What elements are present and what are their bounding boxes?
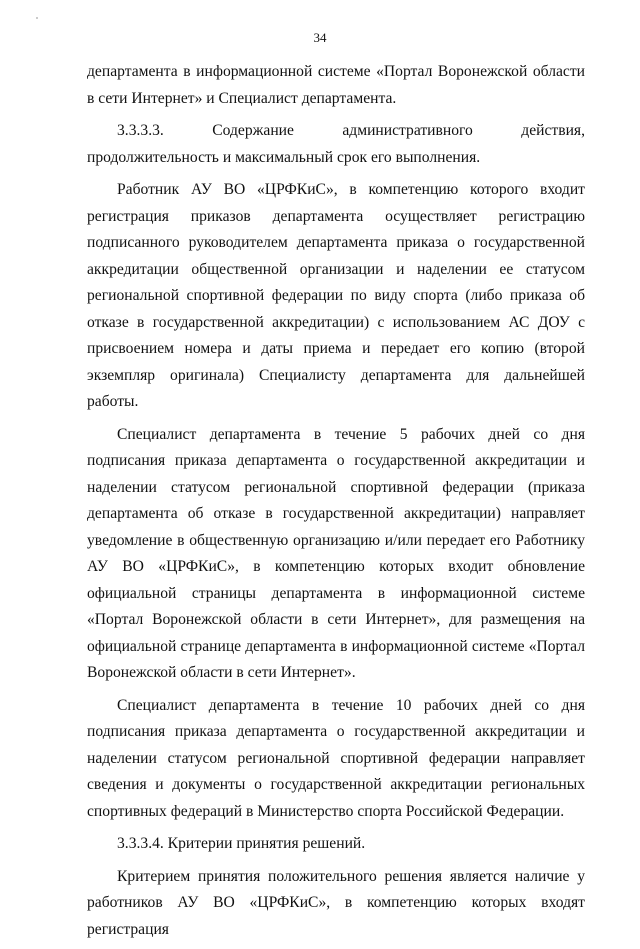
- section-heading-3-3-3-3: 3.3.3.3. Содержание административного действия, продолжительность и максимальный срок его выполнения.: [87, 122, 585, 166]
- scan-dot: [36, 17, 38, 19]
- paragraph-ministry-submission: Специалист департамента в течение 10 рабочих дней со дня подписания приказа департамента о государственной аккредитации и наделении статусом региональной спортивной федерации направляет сведения и документы о государственной аккредитации региональных спортивных федераций в Министерство спорта Российской Федерации.: [87, 696, 585, 820]
- paragraph-registration: Работник АУ ВО «ЦРФКиС», в компетенцию которого входит регистрация приказов департамента осуществляет регистрацию подписанного руководителем департамента приказа о государственной аккредитации общественной организации и наделении ее статусом региональной спортивной федерации по виду спорта (либо приказа об отказе в государственной аккредитации) с использованием АС ДОУ с присвоением номера и даты приема и передает его копию (второй экземпляр оригинала) Специалисту департамента для дальнейшей работы.: [87, 181, 585, 410]
- page-number: 34: [313, 30, 327, 45]
- paragraph-decision-criteria: Критерием принятия положительного решения является наличие у работников АУ ВО «ЦРФКиС», в компетенцию которых входят регистрация: [87, 867, 585, 938]
- section-heading-3-3-3-4: 3.3.3.4. Критерии принятия решений.: [117, 835, 366, 852]
- paragraph-notification: Специалист департамента в течение 5 рабочих дней со дня подписания приказа департамента о государственной аккредитации и наделении статусом региональной спортивной федерации (приказа департамента об отказе в государственной аккредитации) направляет уведомление в общественную организацию и/или передает его Работнику АУ ВО «ЦРФКиС», в компетенцию которых входит обновление официальной страницы департамента в информационной системе «Портал Воронежской области в сети Интернет», для размещения на официальной странице департамента в информационной системе «Портал Воронежской области в сети Интернет».: [87, 425, 585, 681]
- paragraph-continuation: департамента в информационной системе «Портал Воронежской области в сети Интернет» и Специалист департамента.: [87, 63, 585, 107]
- document-body: [87, 59, 585, 949]
